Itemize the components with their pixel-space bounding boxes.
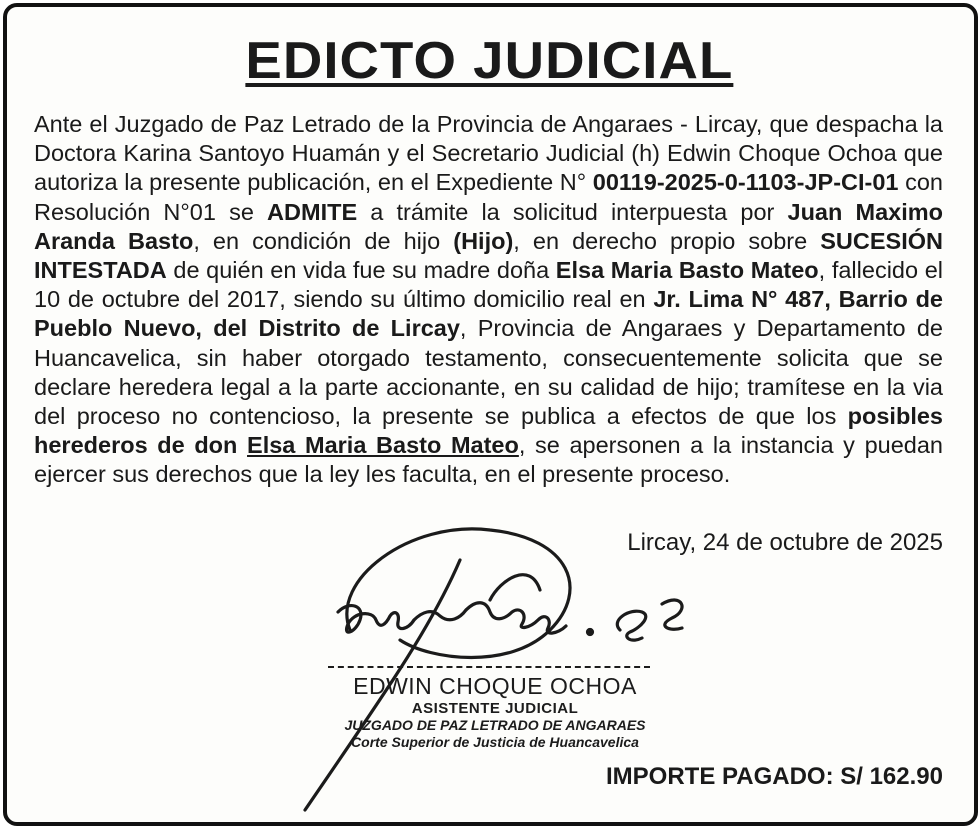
body-segment bbox=[237, 432, 247, 458]
edict-title-text: EDICTO JUDICIAL bbox=[245, 32, 734, 90]
domicilio-address: Jr. Lima N° 487, Barrio de Pueblo Nuevo, del Distrito de Lircay bbox=[34, 286, 944, 342]
stamp-corte: Corte Superior de Justicia de Huancavelica bbox=[351, 734, 639, 750]
sucesion-keyword: SUCESIÓN INTESTADA bbox=[34, 227, 943, 284]
stamp-name: EDWIN CHOQUE OCHOA bbox=[353, 673, 637, 699]
body-segment: , Provincia de Angaraes y Departamento de Huancavelica, sin haber otorgado testamento, consecuentemente solicita que se declare heredera legal a la parte accionante, en su calidad de hijo; tramítese en la via del proceso no contencioso, la presente se publica a efectos de que los bbox=[34, 315, 943, 430]
signature-line bbox=[328, 666, 650, 668]
causante-name-underlined: Elsa Maria Basto Mateo bbox=[247, 432, 519, 459]
date-line: Lircay, 24 de octubre de 2025 bbox=[627, 529, 943, 556]
expediente-number: 00119-2025-0-1103-JP-CI-01 bbox=[592, 169, 899, 196]
hijo-keyword: (Hijo) bbox=[453, 227, 514, 254]
importe-pagado: IMPORTE PAGADO: S/ 162.90 bbox=[606, 763, 943, 790]
admite-keyword: ADMITE bbox=[267, 198, 358, 225]
official-stamp bbox=[330, 672, 660, 751]
solicitante-name: Juan Maximo Aranda Basto bbox=[34, 198, 943, 254]
body-segment: a trámite la solicitud interpuesta por bbox=[357, 198, 788, 225]
body-segment: Ante el Juzgado de Paz Letrado de la Provincia de Angaraes - Lircay, que despacha la Doctora Karina Santoyo Huamán y el Secretario Judicial (h) Edwin Choque Ochoa que autoriza la presente publicación, en el Expediente N° bbox=[34, 111, 943, 196]
body-segment: , en condición de hijo bbox=[193, 227, 454, 254]
stamp-role: ASISTENTE JUDICIAL bbox=[411, 700, 579, 717]
body-segment: , fallecido el 10 de octubre del 2017, siendo su último domicilio real en bbox=[34, 257, 943, 313]
edict-body bbox=[34, 110, 943, 490]
body-segment: de quién en vida fue su madre doña bbox=[166, 257, 556, 284]
causante-name: Elsa Maria Basto Mateo bbox=[555, 257, 819, 284]
herederos-phrase: posibles herederos de don bbox=[34, 403, 943, 459]
body-segment: , se apersonen a la instancia y puedan ejercer sus derechos que la ley les faculta, en el presente proceso. bbox=[34, 432, 943, 488]
body-segment: con Resolución N°01 se bbox=[34, 169, 943, 225]
stamp-court: JUZGADO DE PAZ LETRADO DE ANGARAES bbox=[344, 717, 646, 733]
body-segment: , en derecho propio sobre bbox=[513, 227, 821, 254]
edict-title bbox=[0, 30, 979, 92]
